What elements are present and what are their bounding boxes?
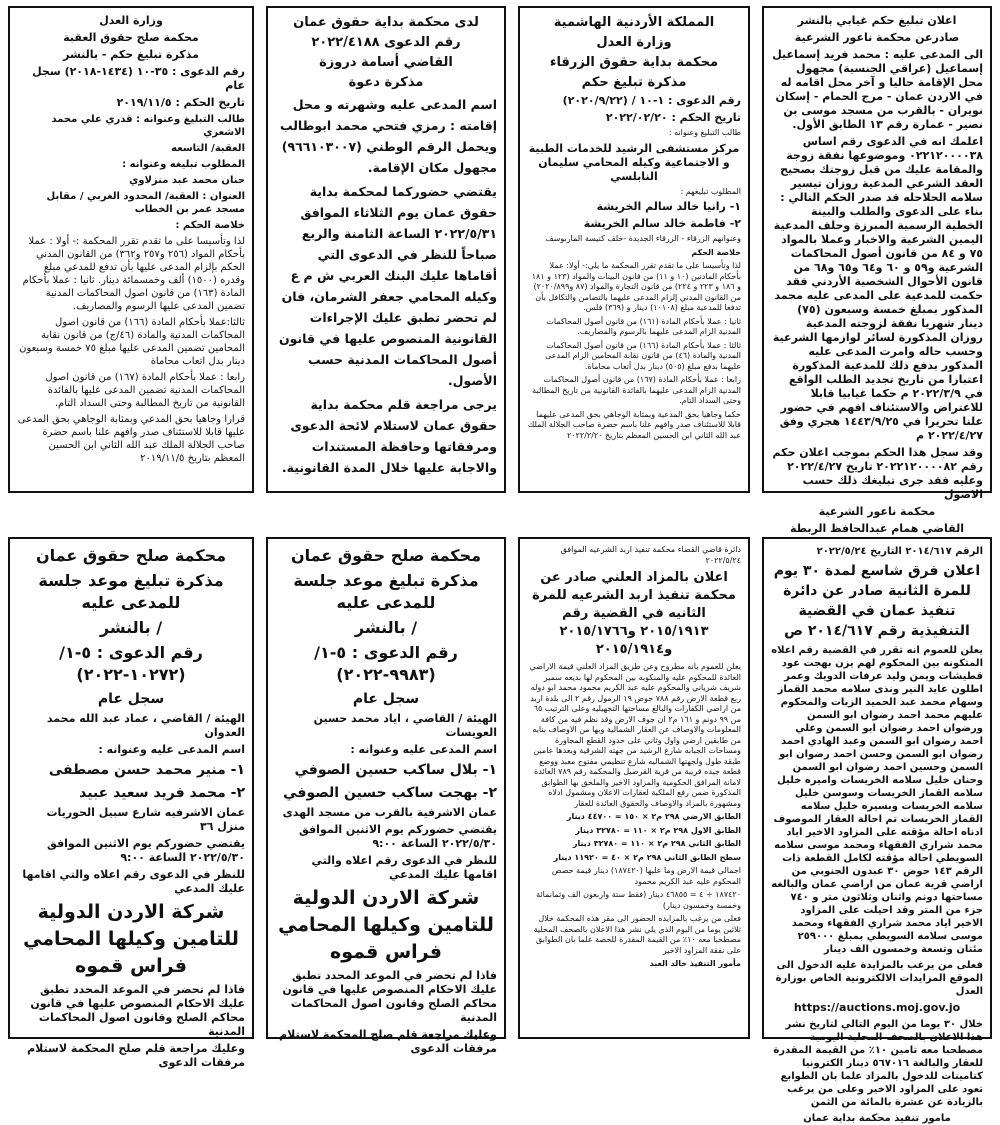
ad-plaintiff: شركة الاردن الدولية للتامين وكيلها المحامي فراس قموه bbox=[23, 901, 239, 977]
ad-case-number: رقم الدعوى : ١-١٠ / (٢٠٢٠/٩/٢٢) bbox=[562, 94, 741, 107]
ad-reference: الرقم ٢٠١٤/٦١٧ التاريخ ٢٠٢٢/٥/٢٤ bbox=[816, 546, 983, 557]
ad-valuation-ground-floor: الطابق الارضي ٢٩٨ م٢ × ١٥٠ = ٤٤٧٠٠ دينار bbox=[566, 812, 741, 821]
ad-closing: قرارا وجاهيا بحق المدعي وبمثابة الوجاهي بحق المدعى عليها قابلا للاستئناف صدر وافهم علنا باسم حضرة صاحب الجلالة الملك عبد الله الثاني ابن الحسين المعظم بتاريخ ٢٠١٩/١١/٥ bbox=[17, 414, 245, 464]
ad-court-signature: محكمة ناعور الشرعية bbox=[818, 505, 936, 518]
ad-bidding-note: فعلى من يرغب بالمزايدة عليه الدخول الى الموقع المزايدات الالكترونية الخاص بوزارة العدل bbox=[775, 960, 983, 997]
ad-recipient-address: العنوان : العقبة/ المحدود الغربي / مقابل مسجد عمر بن الخطاب bbox=[46, 191, 245, 215]
ad-amman-execution-auction bbox=[762, 537, 992, 1124]
ad-instructions: يرجى مراجعة قلم محكمة بداية حقوق عمان لاستلام لائحة الدعوى ومرفقاتها وحافظة المستندات والاجابة عليها خلال المدة القانونية. bbox=[281, 397, 497, 475]
ad-signature: مامور تنفيذ محكمة بداية عمان bbox=[803, 1113, 951, 1124]
ad-title: اعلان تبليغ حكم غيابي بالنشر bbox=[797, 14, 957, 27]
ad-warning: فاذا لم تحضر في الموعد المحدد تطبق عليك الاحكام المنصوص عليها في قانون محاكم الصلح وقانون اصول المحاكمات المدنية bbox=[282, 969, 497, 1024]
ad-signature: مأمور التنفيذ خالد العبد bbox=[649, 959, 741, 968]
ad-body: يقتضي حضوركما لمحكمة بداية حقوق عمان يوم الثلاثاء الموافق ٢٠٢٢/٥/٣١ الساعة الثامنة والربع صباحاً للنظر في الدعوى التي أقاماها عليك البنك العربي ش م ع وكيله المحامي جعفر الشرمان، فان لم تحضر تطبق عليك الإجراءات القانونية المنصوص عليها في قانون أصول المحاكمات المدنية حسب الأصول. bbox=[278, 184, 497, 388]
ad-title: مذكرة دعوة bbox=[348, 75, 424, 90]
ad-defendant-label: اسم المدعى عليه وعنوانه : bbox=[98, 743, 245, 756]
ad-court: لدى محكمة بداية حقوق عمان bbox=[293, 15, 479, 30]
ad-recipients-label: المطلوب تبليغهم : bbox=[680, 186, 741, 196]
ad-title: مذكرة تبليغ حكم bbox=[581, 75, 687, 90]
ad-title: مذكرة تبليغ موعد جلسة للمدعى عليه bbox=[293, 571, 479, 612]
ad-bidding-terms: فعلى من يرغب بالمزايده الحضور الى مقر هذه المحكمة خلال ثلاثين يوما من اليوم الذي يلي نشر هذا الاعلان بالصحف المحلية مصطحبا معه ١٠٪ من القيمة المقدرة للحصة علما بان الطوابق على نفقة المزاود الاخير bbox=[533, 914, 741, 955]
ad-aqaba-magistrate-judgment bbox=[8, 6, 254, 493]
ad-valuation-first-floor: الطابق الاول ٢٩٨ م٢ × ١١٠ = ٣٢٧٨٠ دينار bbox=[575, 825, 741, 835]
ad-registry: سجل عام bbox=[97, 691, 165, 707]
ad-case-number: رقم الدعوى : ٣٥-١٠ (١٤٣٤-٢٠١٨) سجل عام bbox=[32, 65, 245, 92]
auction-website-link[interactable]: https://auctions.moj.gov.jo bbox=[793, 1001, 961, 1014]
ad-defendant-2: ٢- بهجت ساكب حسين الصوفي bbox=[283, 785, 497, 801]
ad-ministry: وزارة العدل bbox=[596, 35, 672, 50]
ad-summary-label: خلاصة الحكم : bbox=[175, 220, 245, 231]
ad-title: اعلان فرق شاسع لمدة ٣٠ يوم للمرة الثانية صادر عن دائرة تنفيذ عمان في القضية التنفيذية رقم ٢٠١٤/٦١٧ ص bbox=[773, 563, 981, 639]
ad-title: مذكرة تبليغ موعد جلسة للمدعى عليه bbox=[38, 571, 224, 612]
ad-issuer: صادرعن محكمة ناعور الشرعية bbox=[794, 31, 960, 44]
ad-hearing-date: يقتضي حضوركم يوم الاثنين الموافق ٢٠٢٢/٥/٣٠ الساعة ٩:٠٠ bbox=[299, 823, 497, 850]
ad-address: عمان الاشرفية بالقرب من مسجد الهدى bbox=[282, 806, 497, 819]
ad-defendant-1: ١- منير محمد حسن مصطفى bbox=[48, 762, 245, 778]
ad-amman-first-instance-summons bbox=[266, 6, 506, 493]
ad-court: محكمة صلح حقوق عمان bbox=[290, 546, 482, 565]
ad-title: مذكرة تبليغ حكم - بالنشر bbox=[63, 48, 199, 61]
ad-panel: الهيئة / القاضي ، اياد محمد حسين العويسات bbox=[313, 712, 497, 739]
ad-registration: وقد سجل هذا الحكم بموجب اعلان حكم رقم ٢٠٢٢١٢٠٠٠٠٨٢ تاريخ ٢٠٢٢/٤/٢٧ وعليه فقد جرى تبليغك ذلك حسب الاصول bbox=[772, 446, 983, 501]
ad-plaintiff: شركة الاردن الدولية للتامين وكيلها المحامي فراس قموه bbox=[278, 887, 494, 963]
ad-valuation-second-floor: الطابق الثاني ٢٩٨ م٢ × ١١٠ = ٣٢٧٨٠ دينار bbox=[572, 839, 741, 848]
ad-defendant: اسم المدعى عليه وشهرته و محل إقامته : رمزي فتحي محمد ابوطالب ويحمل الرقم الوطني (٩٦٦١٠٣٠٠٧) مجهول مكان الإقامة. bbox=[279, 97, 497, 175]
ad-ruling-3: ثالثا : عملا بأحكام المادة (١٦٦) من قانون أصول المحاكمات المدنية والمادة (٤٦) من قانون نقابة المحامين الزام المدعى عليهما بدفع مبلغ (٥٠٥) دينار بدل أتعاب محاماة. bbox=[545, 340, 741, 371]
ad-address: وعنوانهم الزرقاء - الزرقاء الجديدة -خلف كنيسة الماربوسف bbox=[545, 234, 741, 243]
ad-warning: فاذا لم تحضر في الموعد المحدد تطبق عليك الاحكام المنصوص عليها في قانون محاكم الصلح وقانون اصول المحاكمات المدنية bbox=[30, 983, 245, 1038]
ad-judge: القاضي أسامة دروزة bbox=[319, 55, 453, 70]
ad-panel: الهيئة / القاضي ، عماد عبد الله محمد العدوان bbox=[46, 712, 245, 739]
ad-court: محكمة بداية حقوق الزرقاء bbox=[549, 55, 719, 70]
ad-valuation-roof: سطح الطابق الثاني ٢٩٨ م٢ × ٤٠ = ١١٩٢٠ دينار bbox=[553, 852, 741, 862]
ad-claim-note: للنظر في الدعوى رقم اعلاه والتي اقامها عليك المدعي bbox=[22, 868, 245, 895]
ad-defendant: الى المدعى عليه : محمد فريد إسماعيل إسماعيل (عراقي الجنسية) مجهول محل الإقامة حاليا و آخر محل اقامه له في الاردن عمان - مرج الحمام - إسكان نويران - بالقرب من مسجد موسى بن نصير - عمارة رقم ١٣ الطابق الأول. bbox=[772, 48, 983, 131]
ad-recipient: حنان محمد عبد منزلاوي bbox=[129, 175, 245, 186]
ad-court: محكمة صلح حقوق عمان bbox=[35, 546, 227, 565]
ad-body: يعلن للعموم انه تقرر في القضية رقم اعلاه المتكونه بين المحكوم لهم يزن بهجت عود قطيشات ويمن وليد عرفات الدويك وعمر اطلون عايد النير ونذى سلامه محمد القماز وسهام محمد عبد الحميد الزيات والمحكوم عليهم محمد احمد رضوان ابو السمن ورضوان احمد رضوان ابو السمن وعلي احمد رضوان ابو السمن وعبد الهادي احمد رضوان ابو السمن وحسن احمد رضوان ابو السمن وحسين احمد رضوان ابو السمن وحنان خليل سلامه الخريسات واميره خليل سلامه القماز الخريسات وسوسن خليل سلامه الخريسات وبسيره خليل سلامه القماز الخريسات تم احالة العقار الموصوف ادناه احالة مؤقته على المزاود الاخير اياد محمد شراري الفقهاء ومحمد موسى سلامه السويطي احالة مؤقته لكامل القطعة ذات الرقم ١٤٣ حوض ٣٠ عبدون الجنوبي من اراضي قرية عمان من اراضي عمان والبالغه مساحتها دونم واثنان وثلاثون متر و ٧٤٠ جزء من المتر وقد احيلت على المزاود الاخير اياد محمد شراري الفقهاء ومحمد موسى سلامه السويطي بمبلغ ٢٥٩٠٠٠ مئتان وتسعة وخمسون الف دينار bbox=[771, 645, 983, 955]
ad-requester: مركز مستشفى الرشيد للخدمات الطبية و الاجتماعية وكيله المحامي سليمان النابلسي bbox=[528, 141, 740, 183]
ad-instructions: وعليك مراجعة قلم صلح المحكمة لاستلام مرفقات الدعوى bbox=[279, 1028, 497, 1055]
ad-ruling-4: رابعا : عملا بأحكام المادة (١٦٧) من قانون أصول المحاكمات المدنية الزام المدعى عليهما بالفائدة القانونية من تاريخ المطالبة وحتى السداد التام. bbox=[532, 375, 741, 405]
ad-recipient-2: ٢- فاطمة خالد سالم الخريشة bbox=[583, 217, 741, 230]
ad-deposit-terms: خلال ٣٠ يوما من اليوم التالي لتاريخ نشر هذا الاعلان بالصحف المحلية اليومية مصطحبا معه تامين ١٠٪ من القيمة المقدرة للعقار والبالغة ٥٦٧٠١٦ دينار الكترونيا كتامينات للدخول بالمزاد علما بان الطوابع تعود على المزاود الاخير وعلى من يرغب بالزيادة عن عشرة بالمائة من الثمن bbox=[773, 1019, 983, 1108]
ad-zarqa-first-instance-judgment bbox=[518, 6, 750, 493]
ad-judgment-date: تاريخ الحكم : ٢٠١٩/١١/٥ bbox=[116, 96, 245, 109]
ad-claim-note: للنظر في الدعوى رقم اعلاه والتي اقامها عليك المدعي bbox=[311, 854, 497, 881]
ad-body: اعلمك انه في الدعوى رقم اساس ٠٢٢١٢٠٠٠٠٣٨ وموضوعها نفقة زوجة والمقامة عليك من قبل زوجتك بصحيح العقد الشرعي المدعية روزان تيسير سلامه الحلاحله قد صدر الحكم التالي : بناء على الدعوى والطلب والبينة الخطية الرسمية المبرزة وحلف المدعية اليمين الشرعية والاخبار وعملا بالمواد ٧٥ و ٨٤ من قانون أصول المحاكمات الشرعية و٥٩ و ٦٠ و٦٤ و٦٥ و٦٨ من قانون الأحوال الشخصية الأردني فقد حكمت للمدعية على المدعى عليه محمد المذكور بمبلغ خمسة وسبعون (٧٥) دينار شهريا نفقة لزوجته المدعية روزان المذكورة لسائر لوازمها الشرعية وحسب حاله وامرت المدعى عليه المذكور بدفع ذلك للمدعية المذكورة اعتبارا من تاريخ تجديد الطلب الواقع في ٢٠٢٢/٣/٩ م حكما غيابيا قابلا للاعتراض والاستئناف افهم في حضور علنا تحريرا في ١٤٤٣/٩/٢٥ هجري وفق ٢٠٢٢/٤/٢٧ م bbox=[772, 135, 983, 442]
ad-recipient-1: ١- رانيا خالد سالم الخريشة bbox=[596, 200, 741, 213]
ad-ministry: وزارة العدل bbox=[99, 14, 163, 27]
ad-defendant-label: اسم المدعى عليه وعنوانه : bbox=[350, 743, 497, 756]
ad-address: عمان الاشرفيه شارع سبيل الحوريات منزل ٣٦ bbox=[46, 806, 245, 833]
ad-title-suffix: / بالنشر bbox=[99, 618, 163, 637]
ad-defendant-2: ٢- محمد فريد سعيد عبيد bbox=[79, 785, 245, 801]
ad-court: محكمة صلح حقوق العقبة bbox=[63, 31, 199, 44]
ad-case-number: رقم الدعوى : ٥-١/ (١٠٢٧٢-٢٠٢٢) bbox=[59, 643, 203, 684]
ad-requester: طالب التبليغ وعنوانه : قدري علي محمد الاشعري bbox=[51, 114, 245, 138]
ad-closing: حكما وجاهيا بحق المدعية وبمثابة الوجاهي بحق المدعى عليهما قابلا للاستئناف صدر وافهم علنا باسم حضرة صاحب الجلالة الملك عبد الله الثاني ابن الحسين المعظم بتاريخ ٢٠٢٢/٢/٢٠ bbox=[527, 409, 741, 440]
ad-summary-label: خلاصة الحكم bbox=[691, 247, 741, 257]
ad-judgment-date: تاريخ الحكم : ٢٠٢٢/٠٢/٢٠ bbox=[605, 111, 741, 124]
ad-case-number: رقم الدعوى ٢٠٢٢/٤١٨٨ bbox=[311, 35, 461, 50]
ad-title: اعلان بالمزاد العلني صادر عن محكمة تنفيذ اربد الشرعيه للمرة الثانيه في القضية رقم ٢٠١٥/١٩١٣ و٢٠١٥/١٧٦٦ و٢٠١٥/١٩١٤ bbox=[532, 570, 736, 657]
ad-body: يعلن للعموم بانه مطروح وعن طريق المزاد العلني قيمة الاراضي العائدة للمحكوم عليه والمنكوبه بين المحكوم لها بديعه سمير شريف شرياني والمحكوم عليه عبد الكريم محمود محمد ابو دوله ربع قطعة الارض رقم ٧٨٨ حوض ١٩ الرمول رقم ٢ الى بلدة اربد من اراضي الكفارات والبالغ مساحتها التجهيليه وعلى الترتيب ٦٥ من ٩٩ دونم و ١٦١ م٢ ان جوف الارض وقد نظم فيه من كافة المعلومات والاوصاف عن العقار الشمالية وبها من الاوصاف بنايه من طابقين ارضي واول وثاني على حدود القطع المجاورة ومساحات الجبابه شارع الرشيد من جهته الشرقية وبعدها عامين طبقة طول ولجهتها الشماليه شارع تنظيمي مفتوح معبد ووضع قطعة جيده قريبة من قرية القرصيل والمحكمة رقم ٧٨٩ العائدة لامانة المرافق الحكومية والمزاود الاخير والملحق بها الطوابق المذكورة ضمن رفع الملكية لعقارات الاعلان ومشمول ادلاه ومشهورة بالمزاد والاوصاف والحقوق العائدة للعقار bbox=[529, 662, 741, 808]
ad-kingdom: المملكة الأردنية الهاشمية bbox=[553, 15, 715, 30]
ad-amman-magistrate-hearing-9983 bbox=[266, 537, 506, 1055]
ad-title-suffix: / بالنشر bbox=[354, 618, 418, 637]
ad-instructions: وعليك مراجعة قلم صلح المحكمة لاستلام مرفقات الدعوى bbox=[27, 1042, 245, 1069]
ad-recipient-label: المطلوب تبليغه وعنوانه : bbox=[122, 159, 245, 170]
ad-requester-label: طالب التبليغ وعنوانه : bbox=[668, 128, 741, 137]
ad-amman-magistrate-hearing-10272 bbox=[8, 537, 254, 1069]
ad-requester-address: العقبة/ التاسعه bbox=[171, 143, 245, 154]
ad-case-number: رقم الدعوى : ٥-١/ (٩٩٨٣-٢٠٢٢) bbox=[314, 643, 458, 684]
ad-hearing-date: يقتضي حضوركم يوم الاثنين الموافق ٢٠٢٢/٥/٣٠ الساعة ٩:٠٠ bbox=[47, 837, 245, 864]
ad-valuation-total: اجمالي قيمة الارض وما عليها (١٨٧٤٢٠) دينار قيمة حصص المحكوم عليه عبد الكريم محمود bbox=[551, 866, 741, 886]
ad-registry: سجل عام bbox=[352, 691, 420, 707]
ad-defendant-1: ١- بلال ساكب حسين الصوفي bbox=[294, 762, 497, 778]
ad-ruling-4: رابعا : عملا بأحكام المادة (١٦٧) من قانون اصول المحاكمات المدنية تضمين المدعى عليها بالفائدة القانونية من تاريخ المطالبة وحتى السداد التام. bbox=[45, 372, 245, 409]
ad-naour-sharia-judgment bbox=[762, 6, 992, 535]
ad-reference: دائرة قاضي القضاء محكمة تنفيذ اربد الشرعيه الموافق ٢٠٢٢/٥/٢٤ bbox=[560, 545, 741, 565]
ad-irbid-sharia-auction bbox=[518, 537, 750, 1039]
ad-ruling-1: لذا وتأسيسا على ما تقدم تقرر المحكمة ما يلي:- أولا: عملا بأحكام المادتين (١٠ و ١١) من قانون البينات والمواد (١٢٣ و ١٨١ و ١٨٦ و ٢٢٣ و ٢٢٤) من قانون التجارة والمواد (٨٧ و٢٠٢٠/٨٩٩) من القانون المدني إلزام المدعى عليهما بالتضامن والتكافل بأن تدفعا للمدعية مبلغ (١٠١٠٨) دينار و (٣٦٩) فلس. bbox=[531, 261, 741, 312]
ad-judge-signature: القاضي همام عبدالحافظ الربطة bbox=[790, 522, 964, 535]
ad-ruling-2: ثانيا : عملا بأحكام المادة (١٦١) من قانون أصول المحاكمات المدنية الزام المدعى عليهما بالرسوم والمصاريف. bbox=[546, 316, 741, 336]
ad-ruling-3: ثالثا:عملا بأحكام المادة (١٦٦) من قانون اصول المحاكمات المدنية والمادة (٤٦/ج) من قانون نقابة المحامين تضمين المدعى عليها مبلغ ٧٥ خمسة وسبعون دينار بدل اتعاب محاماة bbox=[19, 317, 245, 367]
ad-ruling-1: لذا وتأسيسا على ما تقدم تقرر المحكمة :- أولا : عملا بأحكام المواد (٢٥٦ و٢٥٧ و٣٦٢) من القانون المدني الحكم بإلزام المدعى عليها بأن تدفع للمدعي مبلغ وقدره (١٥٠٠) ألف وخمسمائة دينار. ثانيا : عملا بأحكام المادة (١٦٣) من قانون اصول المحاكمات المدنية تضمين المدعى عليها الرسوم والمصاريف. bbox=[22, 236, 245, 312]
ad-valuation-share: ١٨٧٤٢٠ ÷ ٤ = ٤٦٨٥٥ دينار (فقط ستة واربعون الف وثمانمائة وخمسة وخمسون دينار) bbox=[536, 890, 741, 910]
